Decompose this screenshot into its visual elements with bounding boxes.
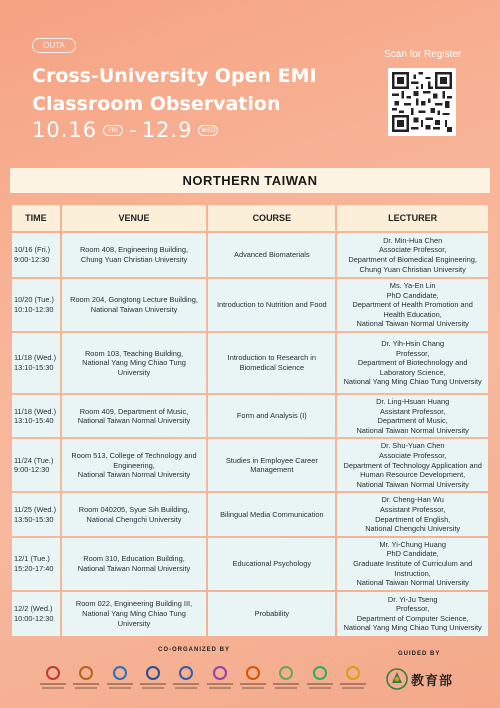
university-emblem-icon — [179, 666, 193, 680]
cell-lecturer: Dr. Ling-Hsuan Huang Assistant Professor, Department of Music, National Taiwan Normal University — [337, 395, 488, 437]
logo-caption — [240, 683, 266, 685]
column-header-course: COURSE — [208, 205, 335, 231]
cell-venue: Room 022, Engineering Building III, National Yang Ming Chiao Tung University — [62, 592, 207, 636]
cell-time: 12/1 (Tue.) 15:20-17:40 — [12, 538, 60, 590]
logo-caption — [142, 687, 164, 689]
table-row — [12, 279, 488, 331]
cell-time: 11/25 (Wed.) 13:50-15:30 — [12, 493, 60, 535]
table-row — [12, 439, 488, 491]
date-end-day: WED — [198, 125, 218, 136]
co-organizer-logo — [138, 666, 168, 702]
co-organizer-logo — [205, 666, 235, 702]
cell-course: Bilingual Media Communication — [208, 493, 335, 535]
cell-course: Introduction to Research in Biomedical Science — [208, 333, 335, 393]
header — [0, 0, 500, 160]
logo-caption — [140, 683, 166, 685]
co-organizer-logo — [105, 666, 135, 702]
cell-lecturer: Dr. Cheng-Han Wu Assistant Professor, Department of English, National Chengchi University — [337, 493, 488, 535]
logo-caption — [209, 687, 231, 689]
table-row — [12, 538, 488, 590]
co-organizer-logo — [71, 666, 101, 702]
co-organizer-logo — [305, 666, 335, 702]
university-emblem-icon — [46, 666, 60, 680]
co-organizer-logo — [38, 666, 68, 702]
date-separator: - — [129, 118, 138, 142]
university-emblem-icon — [313, 666, 327, 680]
cell-course: Form and Analysis (I) — [208, 395, 335, 437]
column-header-time: TIME — [12, 205, 60, 231]
cell-venue: Room 103, Teaching Building, National Yang Ming Chiao Tung University — [62, 333, 207, 393]
date-start: 10.16 — [32, 118, 98, 142]
cell-venue: Room 040205, Syue Sih Building, National Chengchi University — [62, 493, 207, 535]
university-emblem-icon — [346, 666, 360, 680]
cell-lecturer: Ms. Ya-En Lin PhD Candidate, Department of Health Promotion and Health Education, National Taiwan Normal University — [337, 279, 488, 331]
ouya-badge: OUTA — [32, 38, 76, 53]
cell-lecturer: Dr. Shu-Yuan Chen Associate Professor, Department of Technology Application and Human Resource Development, National Taiwan Normal University — [337, 439, 488, 491]
cell-lecturer: Dr. Min-Hua Chen Associate Professor, Department of Biomedical Engineering, Chung Yuan Christian University — [337, 233, 488, 277]
logo-caption — [342, 687, 364, 689]
cell-lecturer: Dr. Yih-Hsin Chang Professor, Department of Biotechnology and Laboratory Science, National Yang Ming Chiao Tung University — [337, 333, 488, 393]
cell-venue: Room 409, Department of Music, National Taiwan Normal University — [62, 395, 207, 437]
cell-course: Introduction to Nutrition and Food — [208, 279, 335, 331]
cell-time: 11/24 (Tue.) 9:00-12:30 — [12, 439, 60, 491]
cell-time: 11/18 (Wed.) 13:10-15:40 — [12, 395, 60, 437]
moe-name: 教育部 — [411, 673, 454, 689]
date-start-day: FRI — [103, 125, 123, 136]
logo-caption — [340, 683, 366, 685]
logo-caption — [275, 687, 297, 689]
cell-course: Advanced Biomaterials — [208, 233, 335, 277]
register-qr-code[interactable] — [388, 68, 456, 136]
column-header-lecturer: LECTURER — [337, 205, 488, 231]
cell-venue: Room 408, Engineering Building, Chung Yuan Christian University — [62, 233, 207, 277]
logo-caption — [307, 683, 333, 685]
logo-caption — [40, 683, 66, 685]
logo-caption — [173, 683, 199, 685]
table-row — [12, 592, 488, 636]
cell-time: 10/16 (Fri.) 9:00-12:30 — [12, 233, 60, 277]
cell-lecturer: Mr. Yi-Chung Huang PhD Candidate, Graduate Institute of Curriculum and Instruction, National Taiwan Normal University — [337, 538, 488, 590]
logo-caption — [109, 687, 131, 689]
logo-caption — [175, 687, 197, 689]
logo-caption — [207, 683, 233, 685]
cell-time: 11/18 (Wed.) 13:10-15:30 — [12, 333, 60, 393]
logo-caption — [273, 683, 299, 685]
table-row — [12, 233, 488, 277]
column-header-venue: VENUE — [62, 205, 207, 231]
co-organizer-logo — [171, 666, 201, 702]
moe-emblem-icon — [386, 668, 408, 690]
co-organizer-logos — [38, 666, 368, 702]
cell-time: 10/20 (Tue.) 10:10-12:30 — [12, 279, 60, 331]
moe-logo — [386, 668, 453, 690]
scan-label: Scan for Register — [384, 49, 462, 60]
university-emblem-icon — [213, 666, 227, 680]
table-row — [12, 395, 488, 437]
university-emblem-icon — [279, 666, 293, 680]
logo-caption — [107, 683, 133, 685]
qr-code-icon — [392, 72, 452, 132]
cell-course: Probability — [208, 592, 335, 636]
table-header-row — [12, 205, 488, 231]
table-row — [12, 493, 488, 535]
cell-venue: Room 204, Gongtong Lecture Building, National Taiwan University — [62, 279, 207, 331]
university-emblem-icon — [113, 666, 127, 680]
region-heading: NORTHERN TAIWAN — [10, 168, 490, 193]
logo-caption — [75, 687, 97, 689]
cell-time: 12/2 (Wed.) 10:00-12:30 — [12, 592, 60, 636]
guided-by-label: GUIDED BY — [398, 651, 441, 657]
logo-caption — [42, 687, 64, 689]
co-organizer-logo — [271, 666, 301, 702]
logo-caption — [73, 683, 99, 685]
page-title: Cross-University Open EMI Classroom Observation — [32, 65, 317, 115]
cell-course: Educational Psychology — [208, 538, 335, 590]
cell-course: Studies in Employee Career Management — [208, 439, 335, 491]
table-row — [12, 333, 488, 393]
university-emblem-icon — [246, 666, 260, 680]
cell-lecturer: Dr. Yi-Ju Tseng Professor, Department of Computer Science, National Yang Ming Chiao Tung University — [337, 592, 488, 636]
co-organizer-logo — [238, 666, 268, 702]
co-organizer-logo — [338, 666, 368, 702]
date-end: 12.9 — [141, 118, 193, 142]
schedule-table — [10, 203, 490, 638]
logo-caption — [242, 687, 264, 689]
cell-venue: Room 513, College of Technology and Engineering, National Taiwan Normal University — [62, 439, 207, 491]
event-dates — [32, 118, 224, 142]
co-organized-label: CO-ORGANIZED BY — [158, 647, 230, 653]
university-emblem-icon — [146, 666, 160, 680]
logo-caption — [309, 687, 331, 689]
cell-venue: Room 310, Education Building, National Taiwan Normal University — [62, 538, 207, 590]
university-emblem-icon — [79, 666, 93, 680]
